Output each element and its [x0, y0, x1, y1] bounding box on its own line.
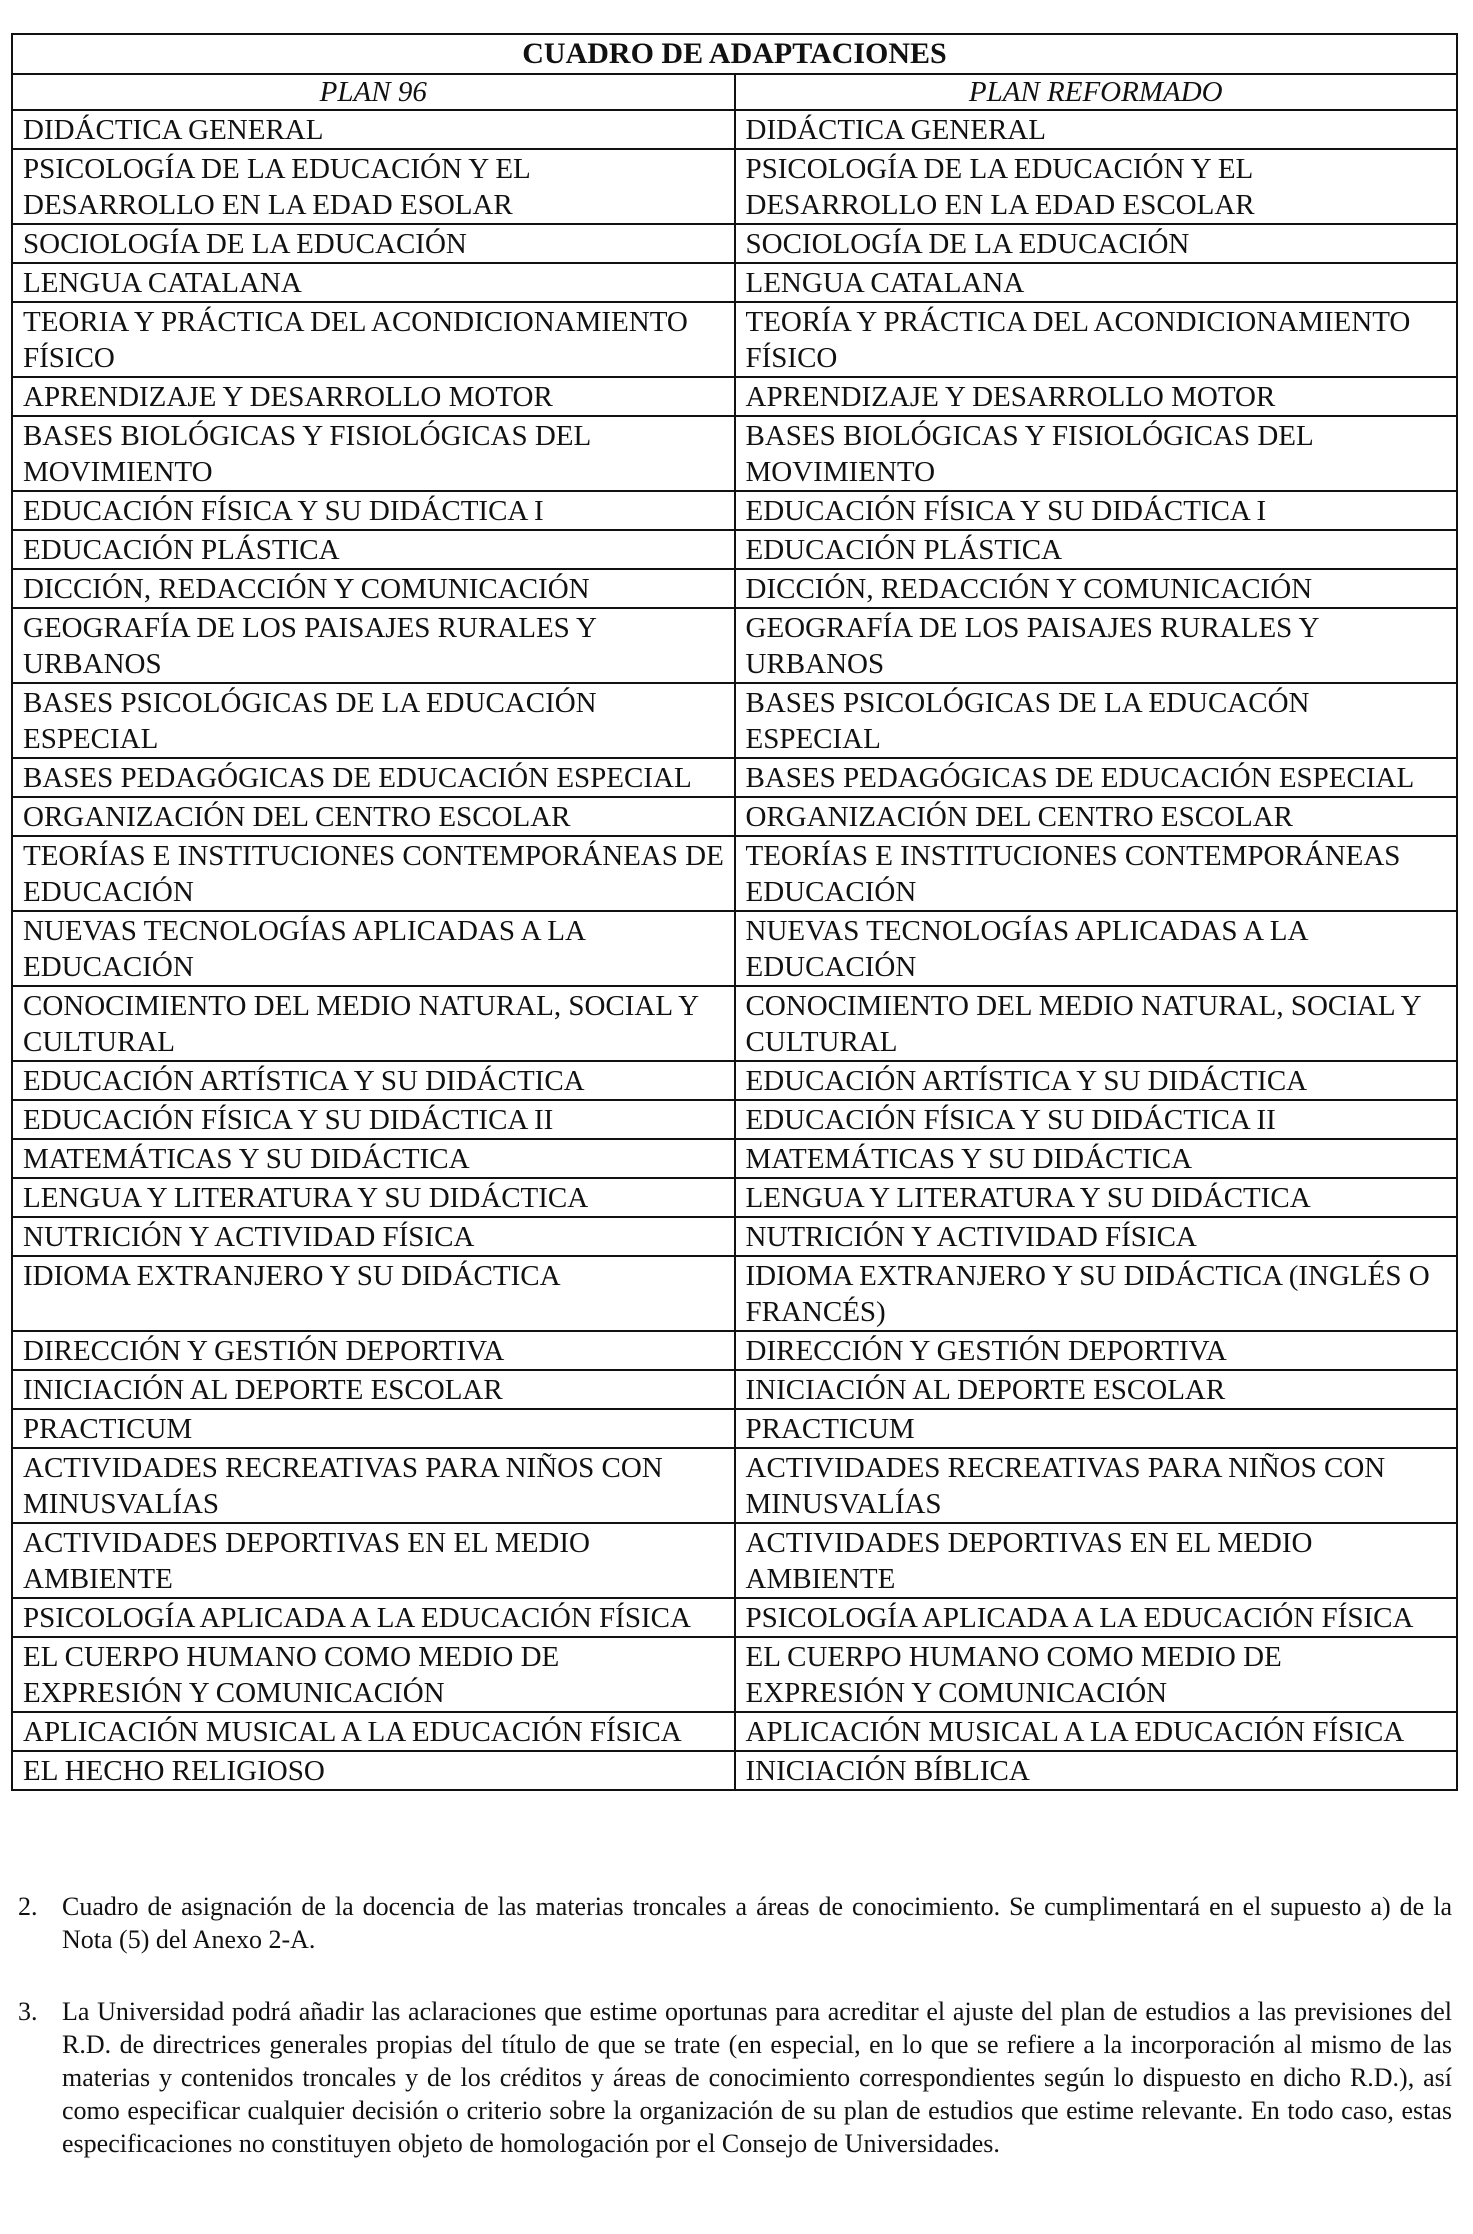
header-plan-reformado: PLAN REFORMADO: [735, 74, 1458, 110]
table-row: [12, 1712, 1457, 1751]
table-row: [12, 1061, 1457, 1100]
plan-reformado-cell: TEORÍAS E INSTITUCIONES CONTEMPORÁNEAS EDUCACIÓN: [735, 836, 1458, 911]
plan-reformado-cell: SOCIOLOGÍA DE LA EDUCACIÓN: [735, 224, 1458, 263]
plan-96-cell: NUTRICIÓN Y ACTIVIDAD FÍSICA: [12, 1217, 735, 1256]
plan-96-cell: EDUCACIÓN PLÁSTICA: [12, 530, 735, 569]
plan-96-cell: IDIOMA EXTRANJERO Y SU DIDÁCTICA: [12, 1256, 735, 1331]
plan-96-cell: EDUCACIÓN FÍSICA Y SU DIDÁCTICA II: [12, 1100, 735, 1139]
table-row: [12, 758, 1457, 797]
plan-96-cell: ACTIVIDADES RECREATIVAS PARA NIÑOS CON MINUSVALÍAS: [12, 1448, 735, 1523]
plan-96-cell: BASES BIOLÓGICAS Y FISIOLÓGICAS DEL MOVIMIENTO: [12, 416, 735, 491]
plan-96-cell: PSICOLOGÍA DE LA EDUCACIÓN Y EL DESARROLLO EN LA EDAD ESOLAR: [12, 149, 735, 224]
table-row: [12, 911, 1457, 986]
plan-reformado-cell: BASES PEDAGÓGICAS DE EDUCACIÓN ESPECIAL: [735, 758, 1458, 797]
table-row: [12, 110, 1457, 149]
table-row: [12, 683, 1457, 758]
plan-96-cell: CONOCIMIENTO DEL MEDIO NATURAL, SOCIAL Y CULTURAL: [12, 986, 735, 1061]
plan-reformado-cell: ACTIVIDADES RECREATIVAS PARA NIÑOS CON MINUSVALÍAS: [735, 1448, 1458, 1523]
plan-96-cell: APLICACIÓN MUSICAL A LA EDUCACIÓN FÍSICA: [12, 1712, 735, 1751]
header-plan-96: PLAN 96: [12, 74, 735, 110]
plan-96-cell: ACTIVIDADES DEPORTIVAS EN EL MEDIO AMBIENTE: [12, 1523, 735, 1598]
plan-reformado-cell: PSICOLOGÍA DE LA EDUCACIÓN Y EL DESARROLLO EN LA EDAD ESCOLAR: [735, 149, 1458, 224]
table-header-row: [12, 74, 1457, 110]
table-row: [12, 1178, 1457, 1217]
note-text: La Universidad podrá añadir las aclaraciones que estime oportunas para acreditar el ajuste del plan de estudios a las previsiones del R.D. de directrices generales propias del título de que se trate (en especial, en lo que se refiere a la incorporación al mismo de las materias y contenidos troncales y de los créditos y áreas de conocimiento correspondientes según lo dispuesto en dicho R.D.), así como especificar cualquier decisión o criterio sobre la organización de su plan de estudios que estime relevante. En todo caso, estas especificaciones no constituyen objeto de homologación por el Consejo de Universidades.: [62, 1997, 1452, 2158]
plan-reformado-cell: CONOCIMIENTO DEL MEDIO NATURAL, SOCIAL Y CULTURAL: [735, 986, 1458, 1061]
plan-reformado-cell: LENGUA CATALANA: [735, 263, 1458, 302]
plan-reformado-cell: NUEVAS TECNOLOGÍAS APLICADAS A LA EDUCACIÓN: [735, 911, 1458, 986]
plan-96-cell: DIDÁCTICA GENERAL: [12, 110, 735, 149]
plan-96-cell: ORGANIZACIÓN DEL CENTRO ESCOLAR: [12, 797, 735, 836]
table-row: [12, 1100, 1457, 1139]
table-row: [12, 1256, 1457, 1331]
plan-reformado-cell: INICIACIÓN BÍBLICA: [735, 1751, 1458, 1790]
plan-96-cell: TEORIA Y PRÁCTICA DEL ACONDICIONAMIENTO FÍSICO: [12, 302, 735, 377]
plan-96-cell: APRENDIZAJE Y DESARROLLO MOTOR: [12, 377, 735, 416]
plan-reformado-cell: TEORÍA Y PRÁCTICA DEL ACONDICIONAMIENTO FÍSICO: [735, 302, 1458, 377]
plan-96-cell: GEOGRAFÍA DE LOS PAISAJES RURALES Y URBANOS: [12, 608, 735, 683]
table-row: [12, 263, 1457, 302]
plan-96-cell: DIRECCIÓN Y GESTIÓN DEPORTIVA: [12, 1331, 735, 1370]
plan-reformado-cell: EDUCACIÓN ARTÍSTICA Y SU DIDÁCTICA: [735, 1061, 1458, 1100]
plan-96-cell: LENGUA Y LITERATURA Y SU DIDÁCTICA: [12, 1178, 735, 1217]
plan-96-cell: SOCIOLOGÍA DE LA EDUCACIÓN: [12, 224, 735, 263]
plan-96-cell: BASES PSICOLÓGICAS DE LA EDUCACIÓN ESPECIAL: [12, 683, 735, 758]
plan-reformado-cell: PSICOLOGÍA APLICADA A LA EDUCACIÓN FÍSICA: [735, 1598, 1458, 1637]
table-row: [12, 302, 1457, 377]
plan-reformado-cell: EL CUERPO HUMANO COMO MEDIO DE EXPRESIÓN Y COMUNICACIÓN: [735, 1637, 1458, 1712]
plan-reformado-cell: MATEMÁTICAS Y SU DIDÁCTICA: [735, 1139, 1458, 1178]
plan-96-cell: INICIACIÓN AL DEPORTE ESCOLAR: [12, 1370, 735, 1409]
plan-96-cell: DICCIÓN, REDACCIÓN Y COMUNICACIÓN: [12, 569, 735, 608]
table-row: [12, 1523, 1457, 1598]
plan-96-cell: LENGUA CATALANA: [12, 263, 735, 302]
plan-reformado-cell: EDUCACIÓN FÍSICA Y SU DIDÁCTICA II: [735, 1100, 1458, 1139]
table-row: [12, 986, 1457, 1061]
table-row: [12, 149, 1457, 224]
table-row: [12, 491, 1457, 530]
table-row: [12, 1139, 1457, 1178]
plan-reformado-cell: IDIOMA EXTRANJERO Y SU DIDÁCTICA (INGLÉS O FRANCÉS): [735, 1256, 1458, 1331]
table-row: [12, 1598, 1457, 1637]
plan-96-cell: PSICOLOGÍA APLICADA A LA EDUCACIÓN FÍSICA: [12, 1598, 735, 1637]
table-row: [12, 224, 1457, 263]
plan-reformado-cell: GEOGRAFÍA DE LOS PAISAJES RURALES Y URBANOS: [735, 608, 1458, 683]
plan-96-cell: TEORÍAS E INSTITUCIONES CONTEMPORÁNEAS DE EDUCACIÓN: [12, 836, 735, 911]
plan-reformado-cell: DIDÁCTICA GENERAL: [735, 110, 1458, 149]
table-row: [12, 836, 1457, 911]
plan-reformado-cell: APRENDIZAJE Y DESARROLLO MOTOR: [735, 377, 1458, 416]
note-number: 3.: [18, 1997, 38, 2026]
note-text: Cuadro de asignación de la docencia de las materias troncales a áreas de conocimiento. Se cumplimentará en el supuesto a) de la Nota (5) del Anexo 2-A.: [62, 1892, 1452, 1954]
plan-reformado-cell: PRACTICUM: [735, 1409, 1458, 1448]
table-row: [12, 1637, 1457, 1712]
table-row: [12, 1370, 1457, 1409]
table-row: [12, 1448, 1457, 1523]
table-title: CUADRO DE ADAPTACIONES: [12, 34, 1457, 74]
note-3: [18, 1995, 1452, 2160]
plan-reformado-cell: ORGANIZACIÓN DEL CENTRO ESCOLAR: [735, 797, 1458, 836]
table-title-row: [12, 34, 1457, 74]
plan-reformado-cell: DICCIÓN, REDACCIÓN Y COMUNICACIÓN: [735, 569, 1458, 608]
plan-reformado-cell: BASES PSICOLÓGICAS DE LA EDUCACÓN ESPECIAL: [735, 683, 1458, 758]
table-row: [12, 1331, 1457, 1370]
table-row: [12, 1409, 1457, 1448]
plan-96-cell: EL HECHO RELIGIOSO: [12, 1751, 735, 1790]
plan-96-cell: PRACTICUM: [12, 1409, 735, 1448]
adaptations-table: [11, 33, 1458, 1791]
table-row: [12, 1217, 1457, 1256]
table-row: [12, 416, 1457, 491]
plan-reformado-cell: APLICACIÓN MUSICAL A LA EDUCACIÓN FÍSICA: [735, 1712, 1458, 1751]
table-row: [12, 1751, 1457, 1790]
plan-96-cell: EDUCACIÓN FÍSICA Y SU DIDÁCTICA I: [12, 491, 735, 530]
table-body: [12, 110, 1457, 1790]
note-number: 2.: [18, 1892, 38, 1921]
plan-reformado-cell: EDUCACIÓN PLÁSTICA: [735, 530, 1458, 569]
plan-96-cell: MATEMÁTICAS Y SU DIDÁCTICA: [12, 1139, 735, 1178]
table-row: [12, 569, 1457, 608]
plan-reformado-cell: DIRECCIÓN Y GESTIÓN DEPORTIVA: [735, 1331, 1458, 1370]
table-row: [12, 530, 1457, 569]
table-row: [12, 377, 1457, 416]
plan-reformado-cell: EDUCACIÓN FÍSICA Y SU DIDÁCTICA I: [735, 491, 1458, 530]
plan-96-cell: BASES PEDAGÓGICAS DE EDUCACIÓN ESPECIAL: [12, 758, 735, 797]
plan-96-cell: EDUCACIÓN ARTÍSTICA Y SU DIDÁCTICA: [12, 1061, 735, 1100]
plan-reformado-cell: BASES BIOLÓGICAS Y FISIOLÓGICAS DEL MOVIMIENTO: [735, 416, 1458, 491]
note-2: [18, 1890, 1452, 1956]
plan-reformado-cell: LENGUA Y LITERATURA Y SU DIDÁCTICA: [735, 1178, 1458, 1217]
plan-reformado-cell: ACTIVIDADES DEPORTIVAS EN EL MEDIO AMBIENTE: [735, 1523, 1458, 1598]
plan-reformado-cell: INICIACIÓN AL DEPORTE ESCOLAR: [735, 1370, 1458, 1409]
table-row: [12, 797, 1457, 836]
plan-96-cell: EL CUERPO HUMANO COMO MEDIO DE EXPRESIÓN Y COMUNICACIÓN: [12, 1637, 735, 1712]
plan-96-cell: NUEVAS TECNOLOGÍAS APLICADAS A LA EDUCACIÓN: [12, 911, 735, 986]
table-row: [12, 608, 1457, 683]
plan-reformado-cell: NUTRICIÓN Y ACTIVIDAD FÍSICA: [735, 1217, 1458, 1256]
